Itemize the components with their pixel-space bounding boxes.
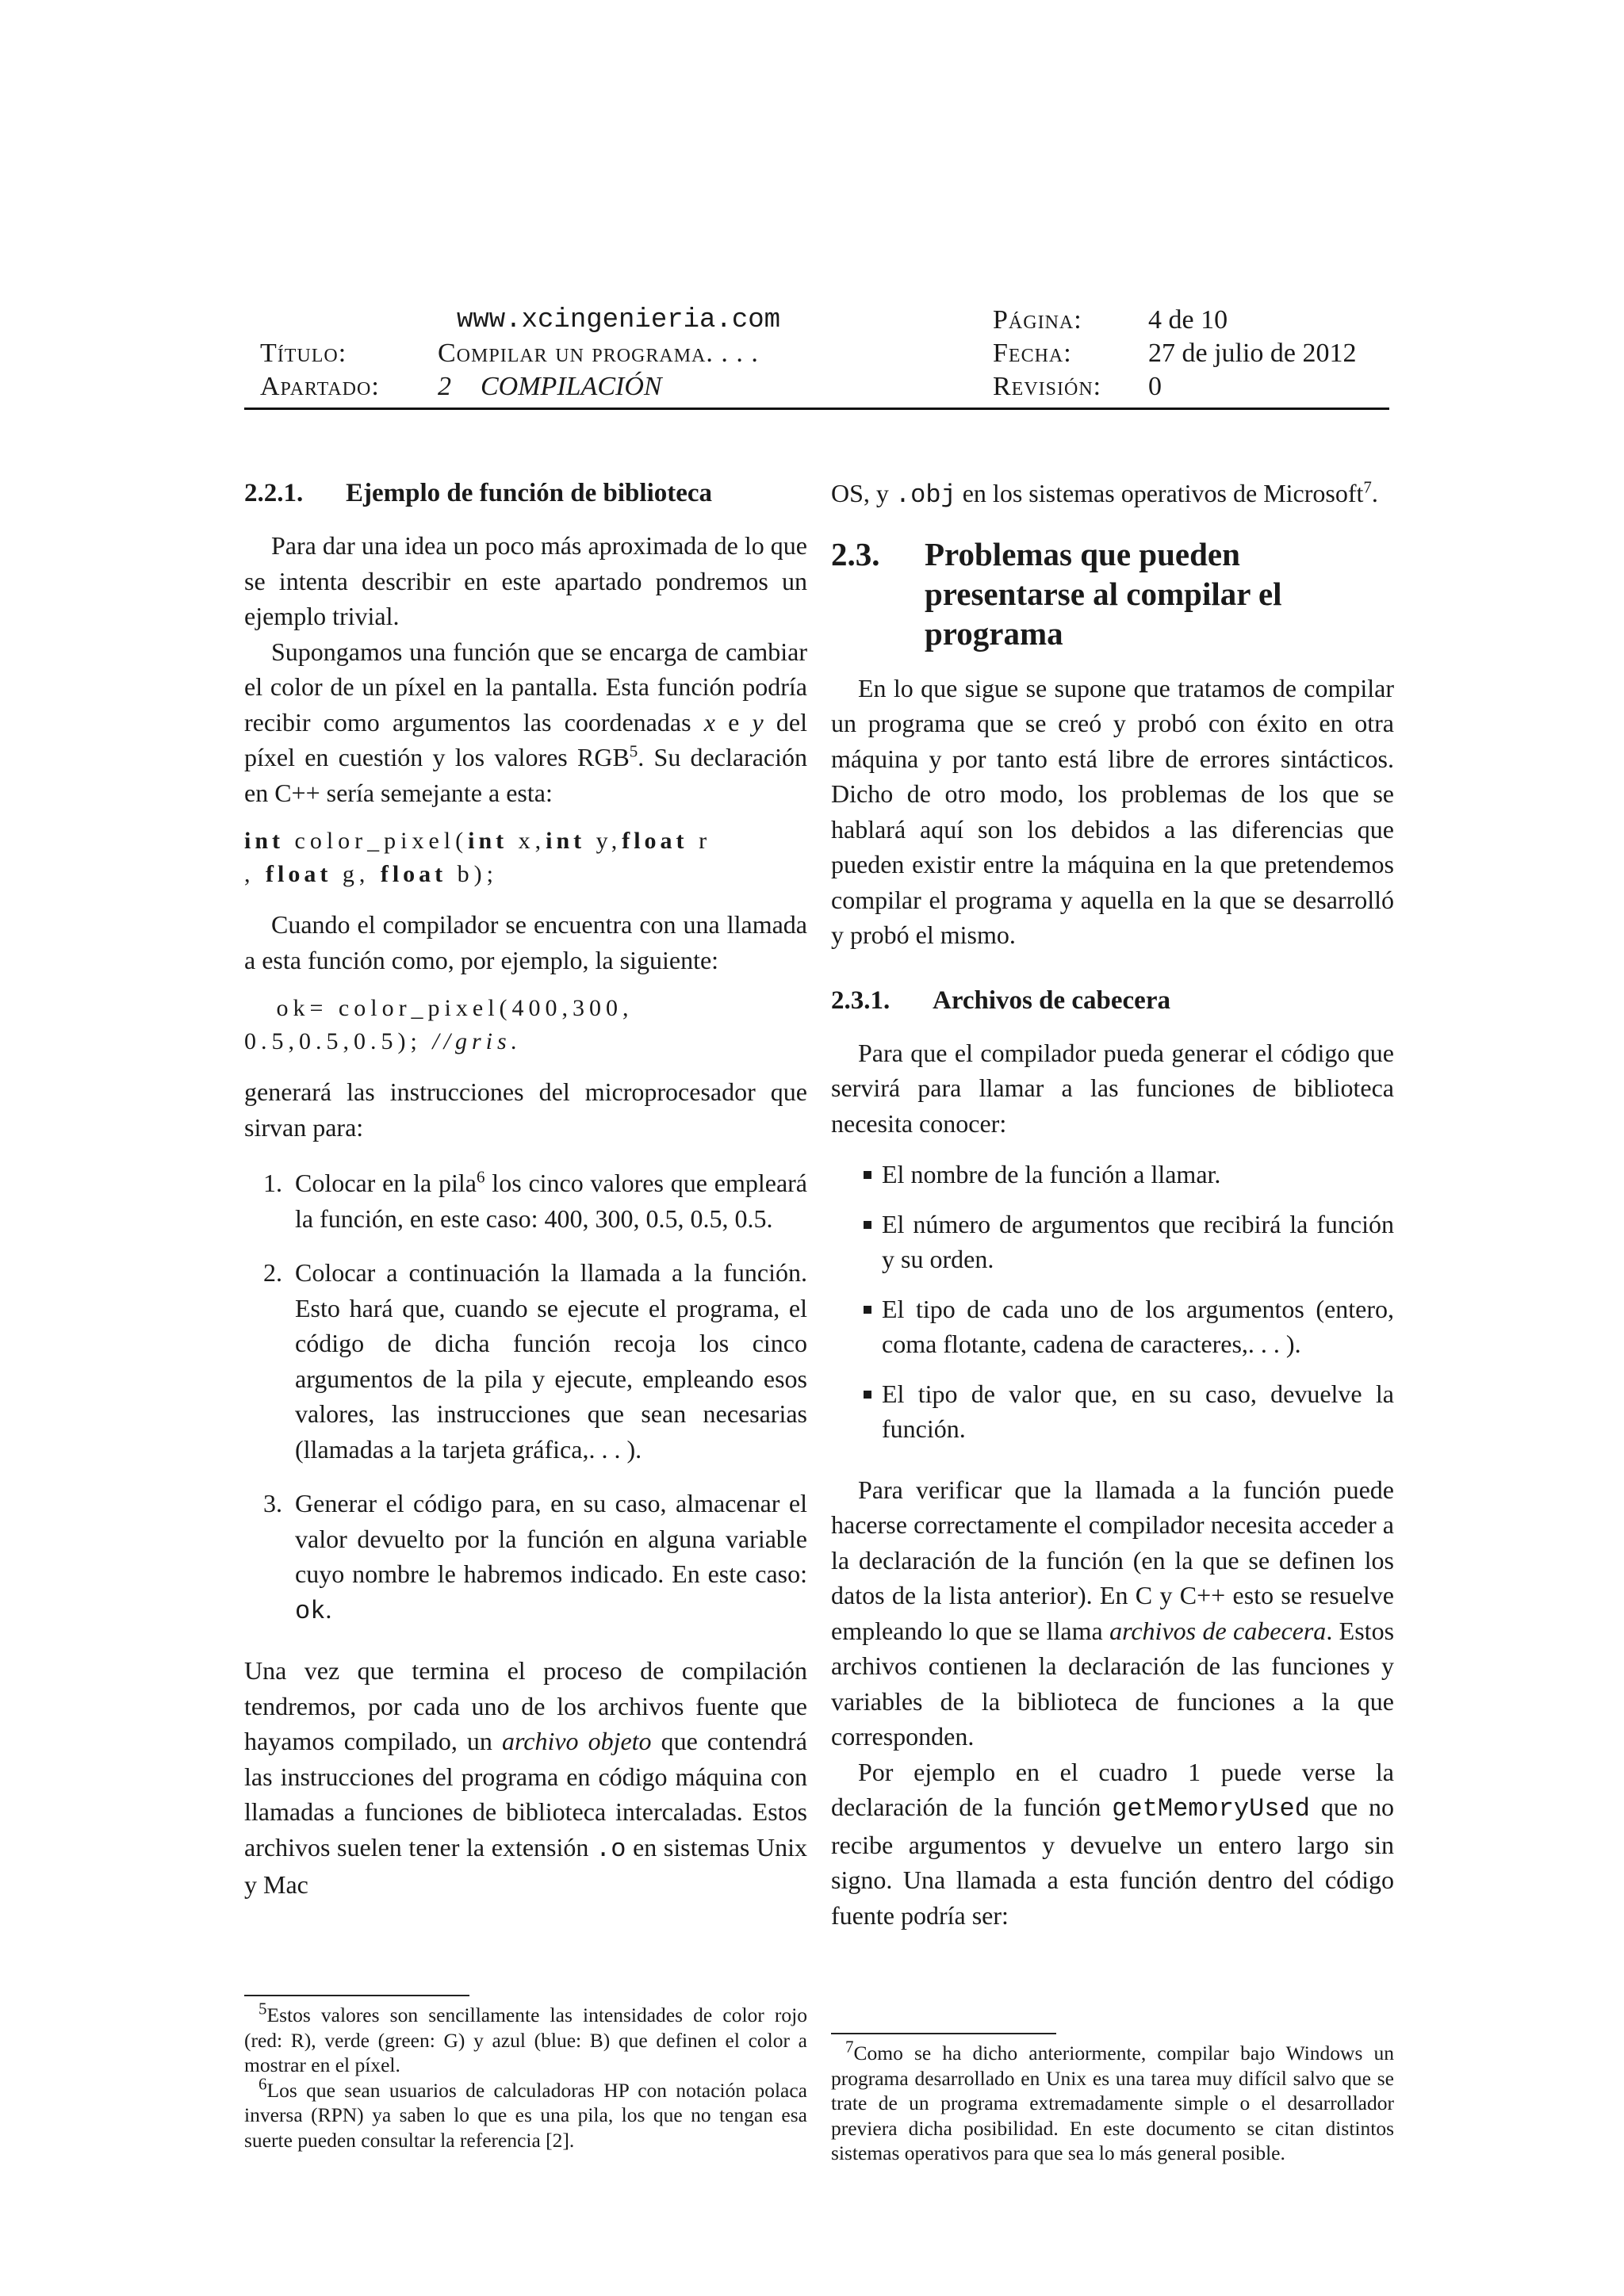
paragraph: Una vez que termina el proceso de compilación tendremos, por cada uno de los archivos fuente que hayamos compilado, un archivo objeto que contendrá las instrucciones del programa en código máquina con llamadas a funciones de biblioteca intercaladas. Estos archivos suelen tener la extensión .o en sistemas Unix y Mac: [244, 1656, 808, 1899]
paragraph: Para que el compilador pueda generar el código que servirá para llamar a las funciones de biblioteca necesita conocer:: [831, 1038, 1394, 1138]
subsection-number: 2.2.1.: [244, 479, 304, 507]
paragraph: Para verificar que la llamada a la función puede hacerse correctamente el compilador necesita acceder a la declaración de la función (en la que se definen los datos de la lista anterior). En C y C++ esto se resuelve empleando lo que se llama archivos de cabecera. Estos archivos contienen la declaración de las funciones y variables de la biblioteca de funciones a la que corresponden.: [831, 1475, 1395, 1751]
right-footnotes: [831, 2037, 1394, 2166]
footnote-mark[interactable]: 5: [629, 741, 638, 761]
code-declaration: int color_pixel(int x,int y,float r , float g, float b);: [244, 828, 712, 887]
list-item: 2. Colocar a continuación la llamada a la función. Esto hará que, cuando se ejecute el programa, el código de dicha función recoja los cinco argumentos de la pila y ejecute, empleando esos valores, las instrucciones que sean necesarias (llamadas a la tarjeta gráfica,. . . ).: [263, 1258, 807, 1464]
paragraph: En lo que sigue se supone que tratamos de compilar un programa que se creó y probó con éxito en otra máquina y por tanto está libre de errores sintácticos. Dicho de otro modo, los problemas de los que se hablará aquí son los debidos a las diferencias que pueden existir entre la máquina en la que pretendemos compilar el programa y aquella en la que se desarrolló y probó el mismo.: [831, 673, 1394, 949]
list-item: El tipo de cada uno de los argumentos (entero, coma flotante, cadena de caracteres,. . . ).: [831, 1292, 1394, 1362]
header-fecha-value: 27 de julio de 2012: [1148, 339, 1357, 368]
footnote: $^7$Como se ha dicho anteriormente, compilar bajo Windows un programa desarrollado en Unix es una tarea muy difícil salvo que se trate de un programa extremadamente simple o el desarrollador previera dicha posibilidad. En este documento se citan distintos sistemas operativos para que sea lo más general posible.: [831, 2037, 1394, 2164]
footnote: $^6$Los que sean usuarios de calculadoras HP con notación polaca inversa (RPN) ya saben lo que es una pila, los que no tengan esa suerte pueden consultar la referencia [2].: [244, 2074, 807, 2152]
bullet-icon: [864, 1171, 871, 1179]
subsection-title: Archivos de cabecera: [933, 985, 1170, 1015]
header-apartado-label: Apartado:: [260, 372, 380, 401]
bullet-list: [831, 1157, 1394, 1447]
header-titulo-label: Título:: [260, 339, 347, 368]
list-item: 1. Colocar en la pila$^6$ los cinco valores que empleará la función, en este caso: 400, 300, 0.5, 0.5, 0.5.: [263, 1167, 808, 1233]
header-pagina-value: 4 de 10: [1148, 305, 1228, 335]
subsection-number: 2.3.1.: [831, 985, 891, 1015]
paragraph: Por ejemplo en el cuadro 1 puede verse la declaración de la función getMemoryUsed que no recibe argumentos y devuelve un entero largo sin signo. Una llamada a esta función dentro del código fuente podría ser:: [831, 1757, 1395, 1930]
section-title: Problemas que pueden presentarse al compilar el programa: [925, 535, 1282, 652]
bullet-icon: [864, 1306, 871, 1314]
subsection-title: Ejemplo de función de biblioteca: [346, 479, 713, 507]
footnote-rule: [244, 1995, 469, 1996]
list-item: El nombre de la función a llamar.: [831, 1157, 1394, 1192]
left-column: [244, 476, 807, 1903]
left-footnotes: [244, 1999, 807, 2152]
list-item: 3. Generar el código para, en su caso, almacenar el valor devuelto por la función en alguna variable cuyo nombre le habremos indicado. En este caso: ok.: [263, 1489, 807, 1626]
header-url: www.xcingenieria.com: [457, 305, 781, 335]
header-pagina-label: Página:: [993, 305, 1082, 335]
list-item: El tipo de valor que, en su caso, devuelve la función.: [831, 1376, 1394, 1447]
right-column: [831, 476, 1394, 1933]
paragraph: Supongamos una función que se encarga de cambiar el color de un píxel en la pantalla. Esta función podría recibir como argumentos las coordenadas x e y del píxel en cuestión y los valores RGB$^5$. Su declaración en C++ sería semejante a esta:: [244, 637, 808, 807]
header-rule: [244, 408, 1389, 410]
paragraph: OS, y .obj en los sistemas operativos de Microsoft$^7$.: [831, 477, 1378, 510]
header-revision-label: Revisión:: [993, 372, 1102, 401]
page-header: [244, 304, 1389, 415]
paragraph: generará las instrucciones del microprocesador que sirvan para:: [244, 1077, 807, 1142]
header-revision-value: 0: [1148, 372, 1162, 401]
header-titulo-value: Compilar un programa. . . .: [438, 339, 759, 368]
header-apartado-value: COMPILACIÓN: [481, 372, 662, 401]
section-number: 2.3.: [831, 535, 880, 572]
footnote-mark[interactable]: 6: [477, 1167, 485, 1187]
footnote-mark[interactable]: 7: [1363, 477, 1372, 497]
section-heading: [831, 534, 1394, 653]
list-item: El número de argumentos que recibirá la función y su orden.: [831, 1207, 1394, 1277]
header-apartado-number: 2: [438, 372, 451, 401]
enumerated-list: [244, 1165, 807, 1629]
paragraph: Cuando el compilador se encuentra con una llamada a esta función como, por ejemplo, la siguiente:: [244, 910, 807, 974]
paragraph: Para dar una idea un poco más aproximada de lo que se intenta describir en este apartado pondremos un ejemplo trivial.: [244, 531, 807, 630]
bullet-icon: [864, 1391, 871, 1399]
subsection-heading: [244, 476, 807, 511]
header-fecha-label: Fecha:: [993, 339, 1072, 368]
footnote: $^5$Estos valores son sencillamente las intensidades de color rojo (red: R), verde (green: G) y azul (blue: B) que definen el color a mostrar en el píxel.: [244, 1999, 807, 2076]
subsection-heading: [831, 983, 1394, 1018]
bullet-icon: [864, 1221, 871, 1229]
footnote-rule: [831, 2033, 1056, 2034]
code-call-example: ok= color_pixel(400,300, 0.5,0.5,0.5); //gris.: [244, 995, 634, 1054]
